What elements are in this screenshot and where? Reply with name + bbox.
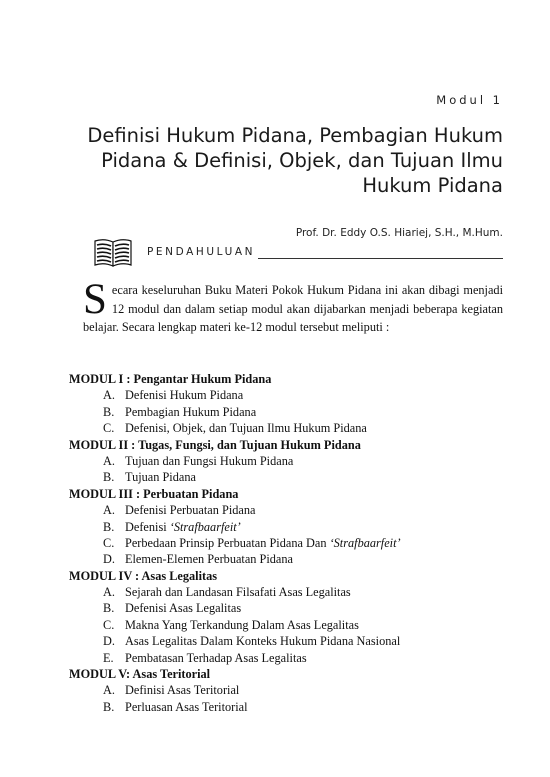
item-text bbox=[125, 584, 351, 600]
author-name: Prof. Dr. Eddy O.S. Hiariej, S.H., M.Hum. bbox=[295, 227, 503, 239]
title-line: Hukum Pidana bbox=[362, 174, 503, 197]
item-text-italic: ‘Strafbaarfeit’ bbox=[169, 519, 241, 534]
item-letter: A. bbox=[103, 453, 115, 468]
list-item bbox=[69, 699, 509, 715]
item-text-main: Pembatasan Terhadap Asas Legalitas bbox=[125, 650, 307, 665]
item-letter: A. bbox=[103, 683, 115, 698]
module-outline bbox=[69, 371, 509, 715]
open-book-icon bbox=[94, 238, 132, 268]
item-text-italic: ‘Strafbaarfeit’ bbox=[329, 535, 401, 550]
item-letter: A. bbox=[103, 388, 115, 403]
module-heading: MODUL V: Asas Teritorial bbox=[69, 667, 211, 682]
intro-paragraph bbox=[83, 276, 503, 337]
item-text-main: Sejarah dan Landasan Filsafati Asas Legalitas bbox=[125, 585, 351, 600]
section-divider bbox=[258, 258, 503, 259]
module-heading: MODUL IV : Asas Legalitas bbox=[69, 568, 218, 583]
item-text bbox=[125, 469, 196, 485]
item-text-main: Perbedaan Prinsip Perbuatan Pidana Dan bbox=[125, 535, 330, 550]
item-text-main: Tujuan dan Fungsi Hukum Pidana bbox=[125, 453, 294, 468]
list-item bbox=[69, 682, 509, 698]
item-text-main: Tujuan Pidana bbox=[125, 470, 196, 485]
item-text-main: Defenisi Asas Legalitas bbox=[125, 601, 242, 616]
list-item bbox=[69, 535, 509, 551]
item-text bbox=[125, 420, 367, 436]
module-heading: MODUL III : Perbuatan Pidana bbox=[69, 486, 239, 501]
list-item bbox=[69, 404, 509, 420]
page-title bbox=[73, 123, 503, 198]
item-text bbox=[125, 650, 307, 666]
item-letter: C. bbox=[103, 535, 115, 550]
item-text bbox=[125, 699, 248, 715]
item-text bbox=[125, 387, 243, 403]
list-item bbox=[69, 584, 509, 600]
item-letter: D. bbox=[103, 634, 115, 649]
title-line: Pidana & Definisi, Objek, dan Tujuan Ilmu bbox=[101, 149, 503, 172]
list-item bbox=[69, 502, 509, 518]
list-item bbox=[69, 387, 509, 403]
item-letter: B. bbox=[103, 470, 115, 485]
item-text bbox=[125, 535, 401, 551]
list-item bbox=[69, 551, 509, 567]
list-item bbox=[69, 469, 509, 485]
item-text bbox=[125, 519, 241, 535]
item-letter: C. bbox=[103, 421, 115, 436]
list-item bbox=[69, 650, 509, 666]
item-text-main: Defenisi, Objek, dan Tujuan Ilmu Hukum Pidana bbox=[125, 421, 367, 436]
module-heading: MODUL I : Pengantar Hukum Pidana bbox=[69, 372, 272, 386]
drop-cap: S bbox=[83, 276, 107, 323]
list-item bbox=[69, 600, 509, 616]
item-text-main: Makna Yang Terkandung Dalam Asas Legalitas bbox=[125, 617, 359, 632]
item-letter: A. bbox=[103, 585, 115, 600]
item-letter: D. bbox=[103, 552, 115, 567]
item-text bbox=[125, 617, 359, 633]
module-heading: MODUL II : Tugas, Fungsi, dan Tujuan Hukum Pidana bbox=[69, 437, 361, 452]
section-heading: PENDAHULUAN bbox=[147, 246, 256, 258]
list-item bbox=[69, 519, 509, 535]
item-text bbox=[125, 682, 239, 698]
intro-text: ecara keseluruhan Buku Materi Pokok Hukum Pidana ini akan dibagi menjadi 12 modul dan dalam setiap modul akan dijabarkan menjadi beberapa kegiatan belajar. Secara lengkap materi ke-12 modul tersebut meliputi : bbox=[83, 283, 503, 334]
item-text-main: Defenisi Perbuatan Pidana bbox=[125, 503, 256, 518]
item-text-main: Defenisi Hukum Pidana bbox=[125, 388, 244, 403]
list-item bbox=[69, 633, 509, 649]
item-text-main: Pembagian Hukum Pidana bbox=[125, 404, 257, 419]
item-text bbox=[125, 404, 256, 420]
item-letter: E. bbox=[103, 650, 114, 665]
list-item bbox=[69, 453, 509, 469]
item-text bbox=[125, 600, 241, 616]
item-letter: B. bbox=[103, 404, 115, 419]
item-letter: A. bbox=[103, 503, 115, 518]
item-letter: B. bbox=[103, 699, 115, 714]
list-item bbox=[69, 617, 509, 633]
item-text-main: Asas Legalitas Dalam Konteks Hukum Pidana Nasional bbox=[125, 634, 401, 649]
module-label: Modul 1 bbox=[436, 93, 503, 107]
item-letter: B. bbox=[103, 601, 115, 616]
item-text-main: Definisi Asas Teritorial bbox=[125, 683, 240, 698]
item-letter: C. bbox=[103, 617, 115, 632]
item-text-main: Perluasan Asas Teritorial bbox=[125, 699, 248, 714]
item-text bbox=[125, 502, 255, 518]
item-text-main: Defenisi bbox=[125, 519, 170, 534]
item-text-main: Elemen-Elemen Perbuatan Pidana bbox=[125, 552, 293, 567]
title-line: Definisi Hukum Pidana, Pembagian Hukum bbox=[87, 124, 503, 147]
item-text bbox=[125, 551, 293, 567]
item-letter: B. bbox=[103, 519, 115, 534]
item-text bbox=[125, 633, 400, 649]
item-text bbox=[125, 453, 293, 469]
list-item bbox=[69, 420, 509, 436]
